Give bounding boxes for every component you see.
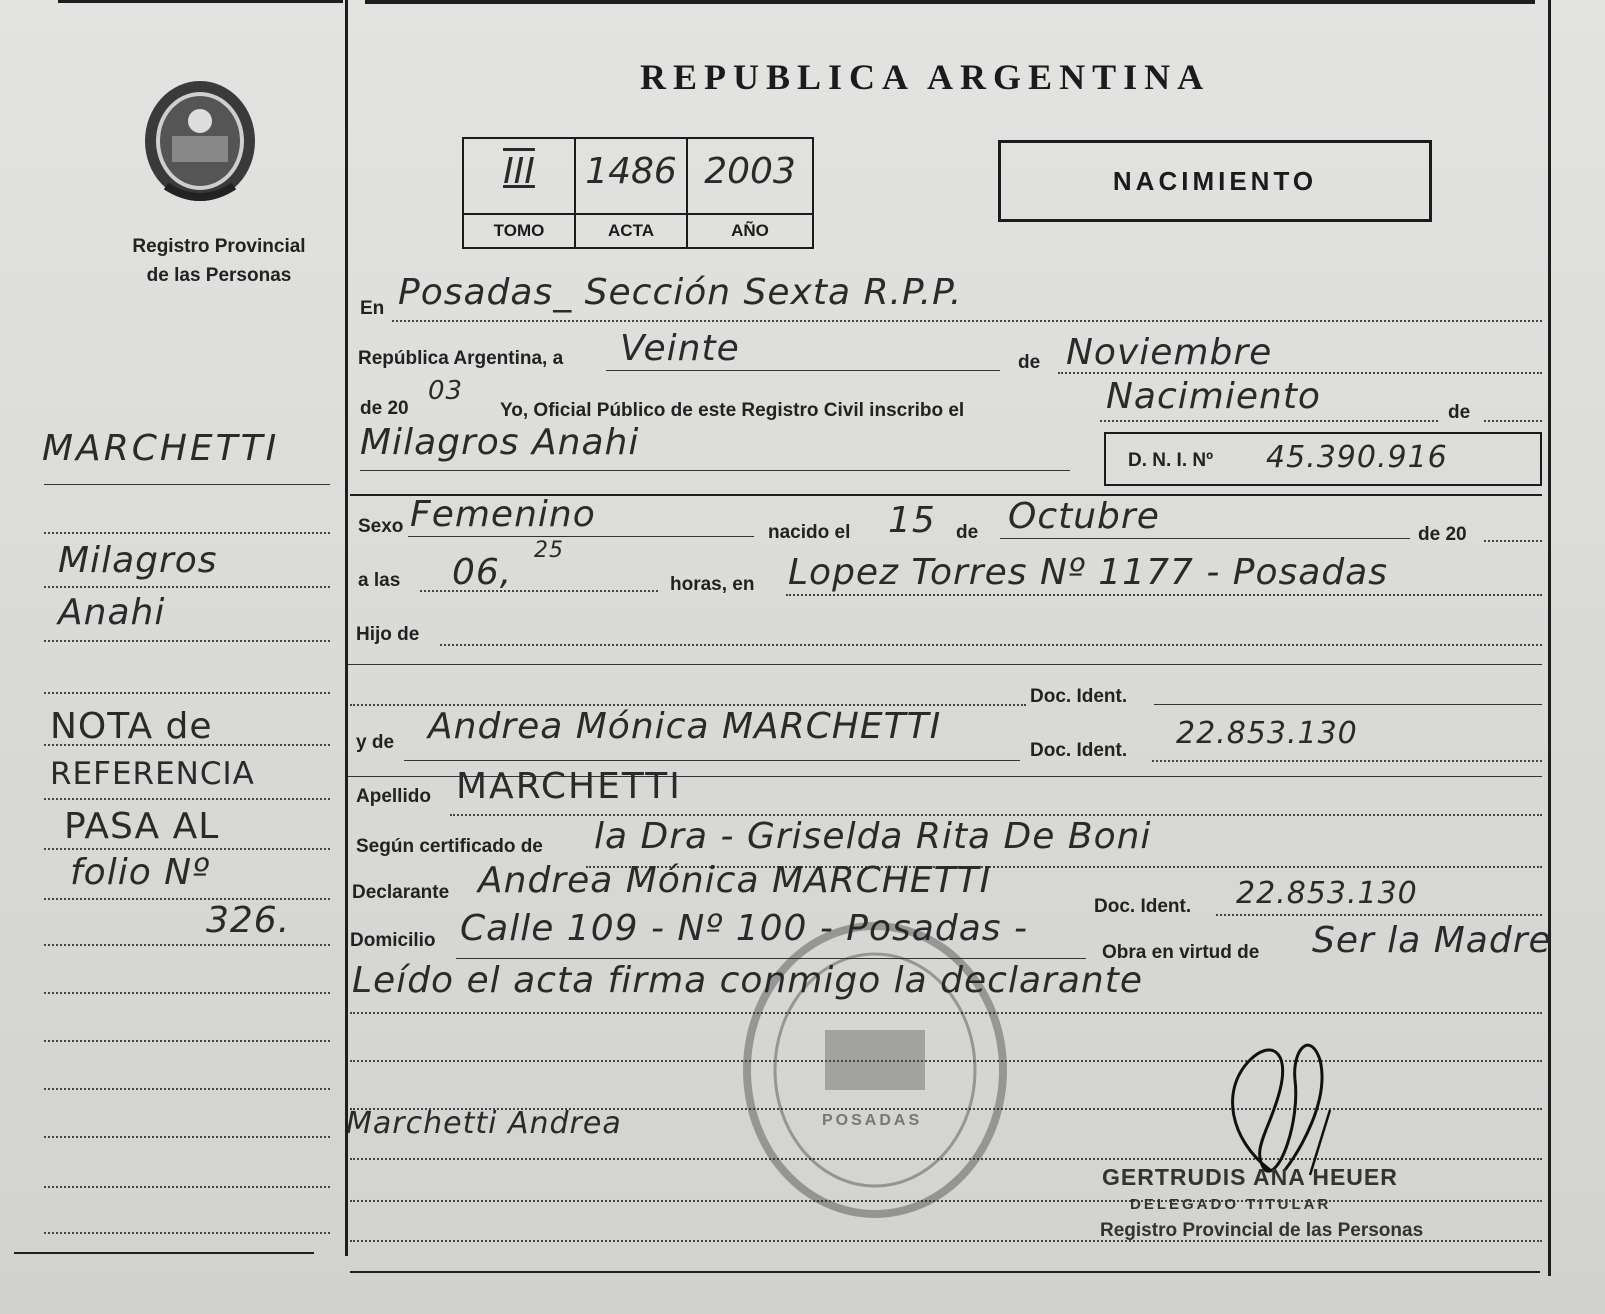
line-sex [408,536,754,537]
label-de20: de 20 [360,398,409,419]
line-hijo-2 [348,664,1542,665]
mother-value: Andrea Mónica MARCHETTI [428,706,942,747]
margin-line-5 [44,692,330,694]
acta-value: 1486 [585,151,677,192]
label-de20-birth: de 20 [1418,524,1467,545]
birth-month-value: Octubre [1008,496,1160,537]
time-minutes-value: 25 [534,538,564,563]
line-birth-year [1484,540,1542,542]
margin-note-5: 326. [206,900,291,941]
margin-line-3 [44,586,330,588]
label-doc-ident-3: Doc. Ident. [1094,896,1192,917]
margin-line-4 [44,640,330,642]
margin-line-8 [44,848,330,850]
register-acta [576,139,688,247]
label-hijo: Hijo de [356,624,420,645]
register-tomo [464,139,576,247]
birth-place-value: Lopez Torres Nº 1177 - Posadas [788,552,1388,593]
margin-line-2 [44,532,330,534]
remark-value: Leído el acta firma conmigo la declarante [352,960,1143,1001]
label-dni: D. N. I. Nº [1128,450,1214,471]
label-republica: República Argentina, a [358,348,564,369]
act-value: Nacimiento [1106,376,1321,417]
label-segun: Según certificado de [356,836,543,857]
margin-line-16 [44,1232,330,1234]
top-border-right [365,0,1535,4]
label-en: En [360,298,385,319]
year-suffix-value: 03 [428,376,464,406]
label-de-birth: de [956,522,979,543]
margin-given-1: Milagros [58,540,218,581]
register-box [462,137,814,249]
label-yde: y de [356,732,395,753]
line-month [1058,372,1542,374]
official-stamp-icon [740,920,1010,1220]
address-value: Calle 109 - Nº 100 - Posadas - [460,908,1028,949]
anio-label: AÑO [688,213,812,247]
margin-line-7 [44,798,330,800]
acta-label: ACTA [576,213,686,247]
declarant-doc-value: 22.853.130 [1236,876,1418,911]
line-de-end [1484,420,1542,422]
left-column-divider [345,0,348,1256]
margin-line-10 [44,944,330,946]
official-signature-icon [1210,1020,1360,1180]
margin-given-2: Anahi [58,592,166,633]
top-border-left [58,0,343,3]
record-type-box: NACIMIENTO [998,140,1432,222]
page-title: REPUBLICA ARGENTINA [640,57,1211,97]
registry-label-line1: Registro Provincial [132,236,306,257]
label-declarante: Declarante [352,882,450,903]
margin-note-4: folio Nº [70,852,211,893]
line-hijo [440,644,1542,646]
registry-label [94,232,344,290]
label-doc-ident-2: Doc. Ident. [1030,740,1128,761]
month-value: Noviembre [1066,332,1273,373]
margin-line-15 [44,1186,330,1188]
line-name [360,470,1070,471]
declarant-signature: Marchetti Andrea [346,1106,622,1141]
certifier-value: la Dra - Griselda Rita De Boni [594,816,1152,857]
mother-doc-value: 22.853.130 [1176,716,1358,751]
label-obra: Obra en virtud de [1102,942,1260,963]
margin-line-11 [44,992,330,994]
tomo-label: TOMO [464,213,574,247]
line-act [1100,420,1438,422]
label-sexo: Sexo [358,516,404,537]
dni-box [1104,432,1542,486]
margin-note-2: REFERENCIA [50,756,255,792]
sex-value: Femenino [410,494,596,535]
margin-note-3: PASA AL [64,806,220,847]
margin-line-12 [44,1040,330,1042]
right-border [1548,0,1551,1276]
line-mother [404,760,1020,761]
line-declarant-doc [1216,914,1542,916]
margin-underline-1 [44,484,330,485]
label-apellido: Apellido [356,786,431,807]
day-value: Veinte [620,328,740,369]
label-de-end: de [1448,402,1471,423]
bottom-border-left [14,1252,314,1254]
official-role: DELEGADO TITULAR [1130,1196,1332,1213]
declarant-value: Andrea Mónica MARCHETTI [478,860,992,901]
surname-value: MARCHETTI [456,766,682,807]
dni-value: 45.390.916 [1266,440,1448,475]
register-anio [688,139,812,247]
provincial-seal-icon [138,76,262,206]
line-day [606,370,1000,371]
line-doc-ident-1 [1154,704,1542,705]
time-value: 06, [452,552,513,593]
name-value: Milagros Anahi [360,422,640,463]
label-domicilio: Domicilio [350,930,436,951]
tomo-value: III [503,151,535,192]
label-horas: horas, en [670,574,755,595]
anio-value: 2003 [704,151,796,192]
stamp-center-text: POSADAS [822,1112,923,1129]
official-institution: Registro Provincial de las Personas [1100,1220,1424,1241]
registry-label-line2: de las Personas [146,265,292,286]
margin-surname: MARCHETTI [42,428,280,469]
bottom-border-right [350,1271,1540,1273]
label-yo: Yo, Oficial Público de este Registro Civil inscribo el [500,400,965,421]
birth-day-value: 15 [888,500,936,541]
line-en [392,320,1542,322]
margin-line-6 [44,744,330,746]
official-name: GERTRUDIS ANA HEUER [1102,1164,1398,1190]
label-alas: a las [358,570,401,591]
place-value: Posadas_ Sección Sexta R.P.P. [398,272,963,313]
line-time [420,590,658,592]
margin-note-1: NOTA de [50,706,213,747]
line-mother-doc [1152,760,1542,762]
label-nacido: nacido el [768,522,851,543]
line-birth-place [786,594,1542,596]
margin-line-13 [44,1088,330,1090]
line-birth-month [1000,538,1410,539]
label-de-month: de [1018,352,1041,373]
label-doc-ident-1: Doc. Ident. [1030,686,1128,707]
margin-line-14 [44,1136,330,1138]
reason-value: Ser la Madre [1312,920,1552,961]
